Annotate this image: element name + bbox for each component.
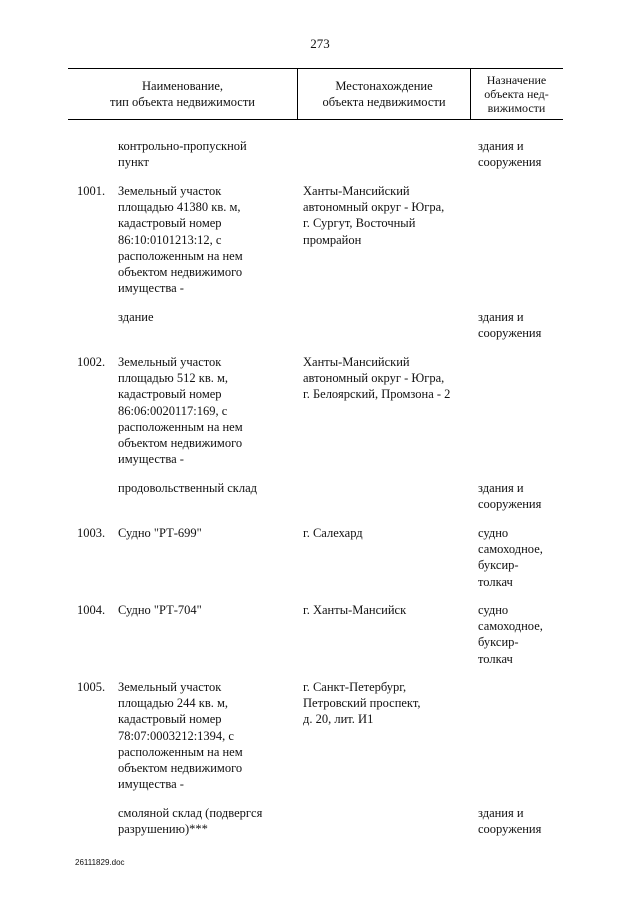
table-row: [0, 805, 640, 839]
row-location: Ханты-Мансийский автономный округ - Югра, г. Сургут, Восточный промрайон: [303, 184, 445, 247]
row-purpose: здания и сооружения: [478, 139, 542, 170]
row-location: г. Салехард: [303, 526, 363, 540]
table-row: [0, 138, 640, 172]
row-number: 1004.: [77, 603, 106, 617]
table-row: [0, 309, 640, 343]
row-name: здание: [118, 310, 154, 324]
table-row: [0, 602, 640, 668]
row-name: смоляной склад (подвергся разрушению)***: [118, 806, 263, 837]
row-location: Ханты-Мансийский автономный округ - Югра, г. Белоярский, Промзона - 2: [303, 355, 451, 402]
header-name-column: [68, 69, 297, 119]
table-row: [0, 480, 640, 514]
row-number: 1005.: [77, 680, 106, 694]
header-location-label: Местонахождение объекта недвижимости: [322, 78, 446, 109]
table-row: [0, 354, 640, 469]
row-purpose: здания и сооружения: [478, 806, 542, 837]
row-location: г. Ханты-Мансийск: [303, 603, 407, 617]
row-number: 1002.: [77, 355, 106, 369]
row-name: Судно "РТ-699": [118, 526, 202, 540]
row-number: 1001.: [77, 184, 106, 198]
header-name-label: Наименование, тип объекта недвижимости: [110, 78, 255, 109]
table-row: [0, 679, 640, 794]
table-row: [0, 525, 640, 591]
table-row: [0, 183, 640, 298]
row-name: продовольственный склад: [118, 481, 258, 495]
table-header: [68, 68, 563, 120]
row-purpose: здания и сооружения: [478, 481, 542, 512]
row-location: г. Санкт-Петербург, Петровский проспект, д. 20, лит. И1: [303, 680, 421, 727]
row-name: Земельный участок площадью 512 кв. м, кадастровый номер 86:06:0020117:169, с расположенным на нем объектом недвижимого имущества -: [118, 355, 243, 467]
header-purpose-label: Назначение объекта нед- вижимости: [484, 73, 549, 115]
header-purpose-column: [470, 69, 563, 119]
page-number: 273: [310, 36, 330, 51]
row-name: Земельный участок площадью 41380 кв. м, кадастровый номер 86:10:0101213:12, с расположенным на нем объектом недвижимого имущества -: [118, 184, 243, 296]
row-purpose: судно самоходное, буксир- толкач: [478, 603, 543, 666]
row-name: контрольно-пропускной пункт: [118, 139, 247, 170]
header-location-column: [297, 69, 471, 119]
row-purpose: судно самоходное, буксир- толкач: [478, 526, 543, 589]
document-id: 26111829.doc: [75, 858, 125, 867]
row-purpose: здания и сооружения: [478, 310, 542, 341]
row-number: 1003.: [77, 526, 106, 540]
table-body: [0, 138, 640, 850]
row-name: Земельный участок площадью 244 кв. м, кадастровый номер 78:07:0003212:1394, с расположенным на нем объектом недвижимого имущества -: [118, 680, 243, 792]
row-name: Судно "РТ-704": [118, 603, 202, 617]
